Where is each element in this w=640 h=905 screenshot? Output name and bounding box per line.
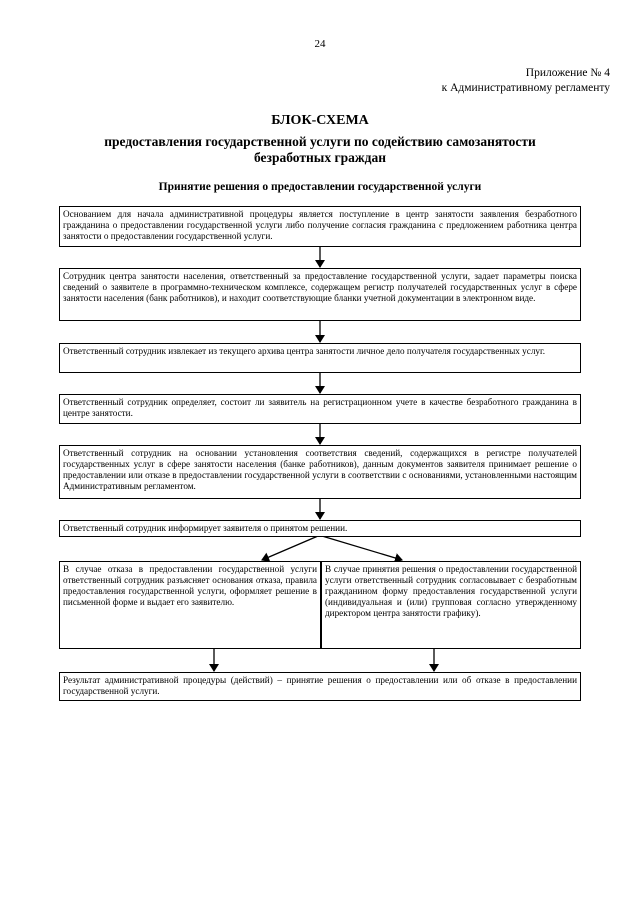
refusal-branch-box: В случае отказа в предоставлении государственной услуги ответственный сотрудник разъясняет основания отказа, правила предоставления государственной услуги, оформляет решение в письменной форме и выдает его заявителю. [59, 561, 321, 649]
step-1-box: Основанием для начала административной процедуры является поступление в центр занятости заявления безработного гражданина о предоставлении государственной услуги либо получение согласия гражданина с предложением работника центра занятости о предоставлении государственной услуги. [59, 206, 581, 247]
arrow-to-refusal [262, 536, 318, 560]
step-2-box: Сотрудник центра занятости населения, ответственный за предоставление государственной услуги, задает параметры поиска сведений о заявителе в программно-техническом комплексе, содержащем регистр получателей государственных услуг в сфере занятости населения (банк работников), и находит соответствующие бланки учетной документации в электронном виде. [59, 268, 581, 321]
page-subtitle: предоставления государственной услуги по содействию самозанятости безработных граждан [104, 134, 536, 165]
step-3-box: Ответственный сотрудник извлекает из текущего архива центра занятости личное дело получателя государственных услуг. [59, 343, 581, 373]
step-5-box: Ответственный сотрудник на основании установления соответствия сведений, содержащихся в регистре получателей государственных услуг в сфере занятости населения (банке работников), данным документов заявителя принимает решение о предоставлении или отказе в предоставлении государственной услуги в соответствии с основаниями, установленными настоящим Административным регламентом. [59, 445, 581, 499]
section-title: Принятие решения о предоставлении государственной услуги [158, 181, 482, 193]
appendix-line-2: к Административному регламенту [441, 82, 610, 94]
step-6-box: Ответственный сотрудник информирует заявителя о принятом решении. [59, 520, 581, 537]
appendix-note [442, 66, 610, 96]
result-box: Результат административной процедуры (действий) – принятие решения о предоставлении или об отказе в предоставлении государственной услуги. [59, 672, 581, 701]
step-4-box: Ответственный сотрудник определяет, состоит ли заявитель на регистрационном учете в качестве безработного гражданина в центре занятости. [59, 394, 581, 424]
page-title: БЛОК-СХЕМА [271, 113, 369, 128]
page-number: 24 [314, 38, 326, 50]
arrow-to-approval [322, 536, 402, 560]
approval-branch-box: В случае принятия решения о предоставлении государственной услуги ответственный сотрудник согласовывает с безработным гражданином форму предоставления государственной услуги (индивидуальная и (или) групповая согласно утвержденному директором центра занятости графику). [321, 561, 581, 649]
appendix-line-1: Приложение № 4 [525, 67, 610, 79]
